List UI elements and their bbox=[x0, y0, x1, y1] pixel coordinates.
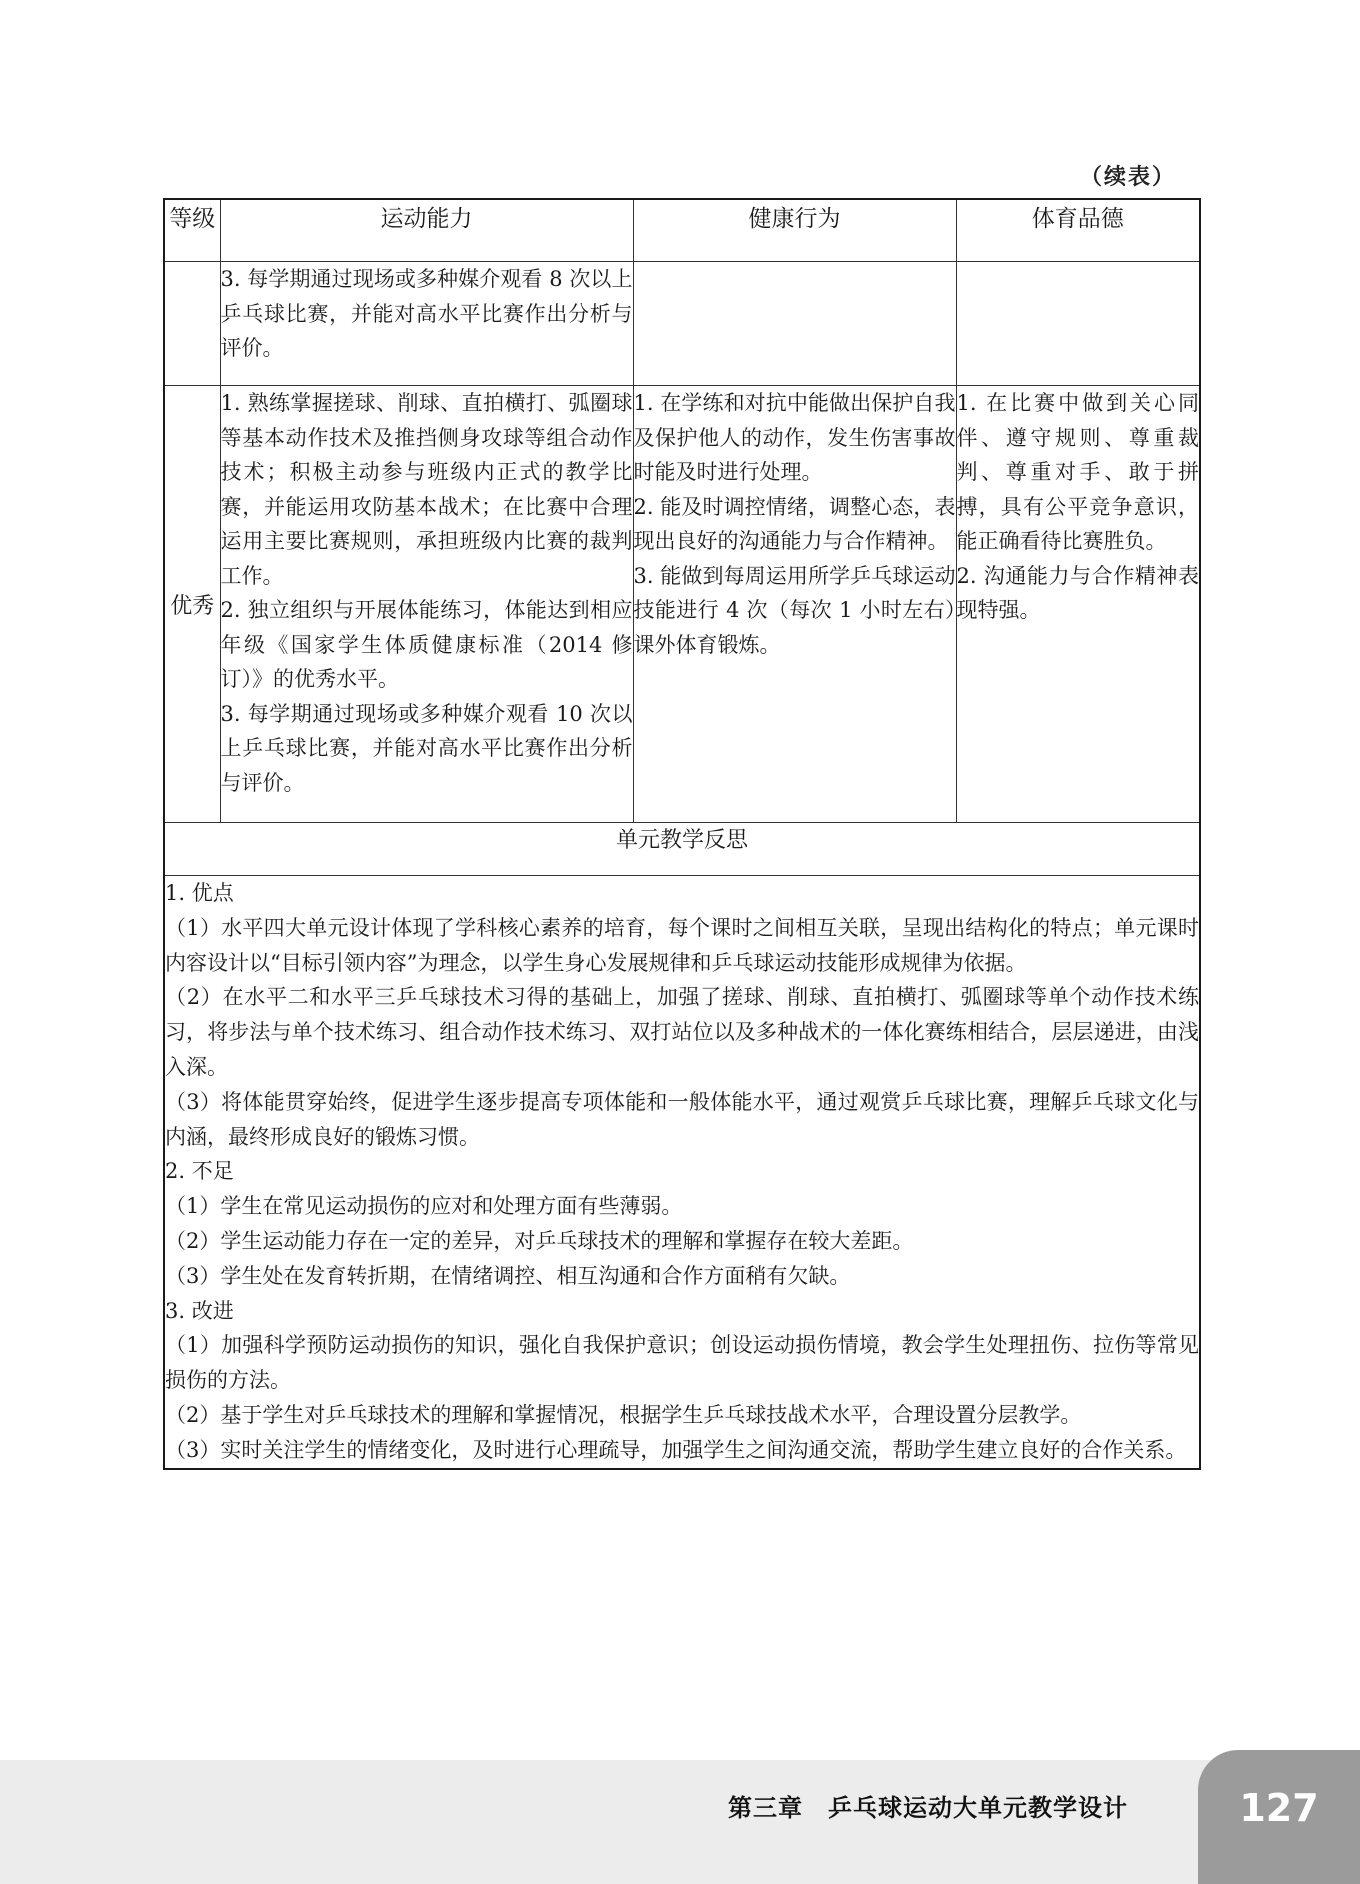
reflection-row bbox=[164, 876, 1200, 1469]
table-row-excellent bbox=[164, 386, 1200, 823]
header-sports-ethics: 体育品德 bbox=[956, 199, 1200, 262]
motor-cell-continued bbox=[220, 262, 633, 386]
reflection-line: （2）在水平二和水平三乒乓球技术习得的基础上，加强了搓球、削球、直拍横打、弧圈球等单个动作技术练习，将步法与单个技术练习、组合动作技术练习、双打站位以及多种战术的一体化赛练相结合，层层递进，由浅入深。 bbox=[165, 985, 1199, 1079]
ethics-item: 2. 沟通能力与合作精神表现特强。 bbox=[956, 563, 1199, 622]
reflection-title: 单元教学反思 bbox=[164, 823, 1200, 876]
reflection-line: 1. 优点 bbox=[165, 881, 234, 905]
reflection-line: 3. 改进 bbox=[165, 1298, 234, 1323]
footer-bar bbox=[0, 1760, 1360, 1884]
ethics-item: 1. 在比赛中做到关心同伴、遵守规则、尊重裁判、尊重对手、敢于拼搏，具有公平竞争意识，能正确看待比赛胜负。 bbox=[956, 391, 1199, 553]
evaluation-table bbox=[163, 198, 1201, 1470]
health-cell-continued bbox=[633, 262, 956, 386]
health-cell-excellent bbox=[633, 386, 956, 823]
header-motor-ability: 运动能力 bbox=[220, 199, 633, 262]
table-header-row bbox=[164, 199, 1200, 262]
reflection-line: （1）加强科学预防运动损伤的知识，强化自我保护意识；创设运动损伤情境，教会学生处理扭伤、拉伤等常见损伤的方法。 bbox=[165, 1333, 1199, 1393]
health-item: 2. 能及时调控情绪，调整心态，表现出良好的沟通能力与合作精神。 bbox=[633, 494, 956, 553]
health-item: 3. 能做到每周运用所学乒乓球运动技能进行 4 次（每次 1 小时左右）课外体育锻炼。 bbox=[633, 563, 956, 657]
reflection-line: （3）实时关注学生的情绪变化，及时进行心理疏导，加强学生之间沟通交流，帮助学生建立良好的合作关系。 bbox=[165, 1437, 1187, 1462]
reflection-line: （3）将体能贯穿始终，促进学生逐步提高专项体能和一般体能水平，通过观赏乒乓球比赛，理解乒乓球文化与内涵，最终形成良好的锻炼习惯。 bbox=[165, 1089, 1199, 1149]
reflection-line: （3）学生处在发育转折期，在情绪调控、相互沟通和合作方面稍有欠缺。 bbox=[165, 1263, 851, 1288]
reflection-line: （1）水平四大单元设计体现了学科核心素养的培育，每个课时之间相互关联，呈现出结构化的特点；单元课时内容设计以“目标引领内容”为理念，以学生身心发展规律和乒乓球运动技能形成规律为依据。 bbox=[165, 915, 1199, 975]
motor-item: 2. 独立组织与开展体能练习，体能达到相应年级《国家学生体质健康标准（2014 修订）》的优秀水平。 bbox=[220, 598, 633, 691]
reflection-line: 2. 不足 bbox=[165, 1159, 234, 1184]
reflection-title-row bbox=[164, 823, 1200, 876]
continued-table-label: （续表） bbox=[1080, 165, 1177, 190]
reflection-line: （2）学生运动能力存在一定的差异，对乒乓球技术的理解和掌握存在较大差距。 bbox=[165, 1228, 914, 1253]
ethics-cell-excellent bbox=[956, 386, 1200, 823]
motor-item: 3. 每学期通过现场或多种媒介观看 8 次以上乒乓球比赛，并能对高水平比赛作出分析与评价。 bbox=[220, 267, 633, 360]
table-row-continued bbox=[164, 262, 1200, 386]
header-grade: 等级 bbox=[164, 199, 220, 262]
reflection-body bbox=[164, 876, 1200, 1469]
reflection-line: （2）基于学生对乒乓球技术的理解和掌握情况，根据学生乒乓球技战术水平，合理设置分层教学。 bbox=[165, 1402, 1082, 1427]
header-health-behavior: 健康行为 bbox=[633, 199, 956, 262]
motor-item: 1. 熟练掌握搓球、削球、直拍横打、弧圈球等基本动作技术及推挡侧身攻球等组合动作技术；积极主动参与班级内正式的教学比赛，并能运用攻防基本战术；在比赛中合理运用主要比赛规则，承担班级内比赛的裁判工作。 bbox=[220, 391, 633, 588]
motor-item: 3. 每学期通过现场或多种媒介观看 10 次以上乒乓球比赛，并能对高水平比赛作出分析与评价。 bbox=[220, 701, 633, 795]
reflection-line: （1）学生在常见运动损伤的应对和处理方面有些薄弱。 bbox=[165, 1194, 683, 1219]
motor-cell-excellent bbox=[220, 386, 633, 823]
grade-excellent: 优秀 bbox=[164, 386, 220, 823]
health-item: 1. 在学练和对抗中能做出保护自我及保护他人的动作，发生伤害事故时能及时进行处理。 bbox=[633, 391, 956, 484]
ethics-cell-continued bbox=[956, 262, 1200, 386]
page-number: 127 bbox=[1239, 1786, 1319, 1830]
grade-cell-empty bbox=[164, 262, 220, 386]
chapter-title: 第三章 乒乓球运动大单元教学设计 bbox=[728, 1794, 1128, 1822]
